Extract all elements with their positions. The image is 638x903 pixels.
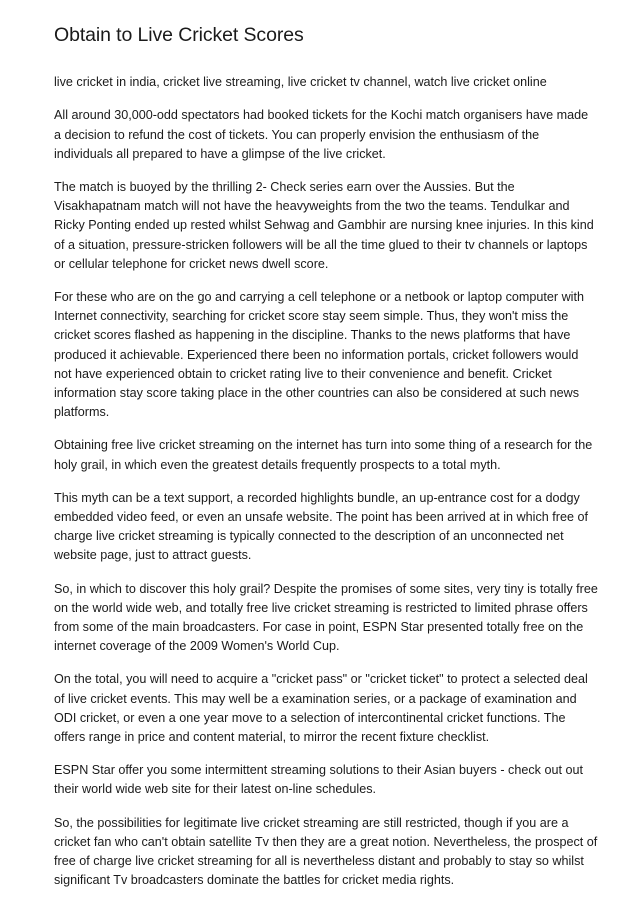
paragraph: The match is buoyed by the thrilling 2- Check series earn over the Aussies. But the Visakhapatnam match will not have the heavyweights from the two the teams. Tendulkar and Ricky Ponting ended up rested whilst Sehwag and Gambhir are nursing knee injuries. In this kind of a situation, pressure-stricken followers will be all the time glued to their tv channels or laptops or cellular telephone for cricket news dwell score. bbox=[54, 180, 594, 271]
paragraph: For these who are on the go and carrying a cell telephone or a netbook or laptop computer with Internet connectivity, searching for cricket score stay seem simple. Thus, they won't miss the cricket scores flashed as happening in the discipline. Thanks to the news platforms that have produced it achievable. Experienced there been no information portals, cricket followers would not have experienced obtain to cricket rating live to their convenience and benefit. Cricket information stay score taking place in the other countries can also be considered at such news platforms. bbox=[54, 290, 584, 420]
paragraph: This myth can be a text support, a recorded highlights bundle, an up-entrance cost for a dodgy embedded video feed, or even an unsafe website. The point has been arrived at in which free of charge live cricket streaming is typically connected to the description of an unconnected net website page, just to attract guests. bbox=[54, 490, 588, 563]
paragraph: All around 30,000-odd spectators had booked tickets for the Kochi match organisers have made a decision to refund the cost of tickets. You can properly envision the enthusiasm of the individuals all prepared to have a glimpse of the live cricket. bbox=[54, 108, 589, 161]
paragraph: Obtaining free live cricket streaming on the internet has turn into some thing of a research for the holy grail, in which even the greatest details frequently prospects to a total myth. bbox=[54, 438, 593, 472]
paragraph: So, in which to discover this holy grail? Despite the promises of some sites, very tiny is totally free on the world wide web, and totally free live cricket streaming is restricted to limited phrase offers from some of the main broadcasters. For case in point, ESPN Star presented totally free on the internet coverage of the 2009 Women's World Cup. bbox=[54, 581, 598, 654]
paragraph: So, the possibilities for legitimate live cricket streaming are still restricted, though if you are a cricket fan who can't obtain satellite Tv then they are a great notion. Nevertheless, the prospect of free of charge live cricket streaming for all is nevertheless distant and probably to stay so whilst significant Tv broadcasters dominate the battles for cricket media rights. bbox=[54, 815, 598, 888]
paragraph: ESPN Star offer you some intermittent streaming solutions to their Asian buyers - check out out their world wide web site for their latest on-line schedules. bbox=[54, 763, 583, 797]
paragraph: On the total, you will need to acquire a "cricket pass" or "cricket ticket" to protect a selected deal of live cricket events. This may well be a examination series, or a package of examination and ODI cricket, or even a one year move to a selection of intercontinental cricket functions. The offers range in price and content material, to mirror the recent fixture checklist. bbox=[54, 672, 588, 745]
page-title: Obtain to Live Cricket Scores bbox=[54, 24, 304, 46]
keywords-line: live cricket in india, cricket live streaming, live cricket tv channel, watch live cricket online bbox=[54, 75, 547, 90]
